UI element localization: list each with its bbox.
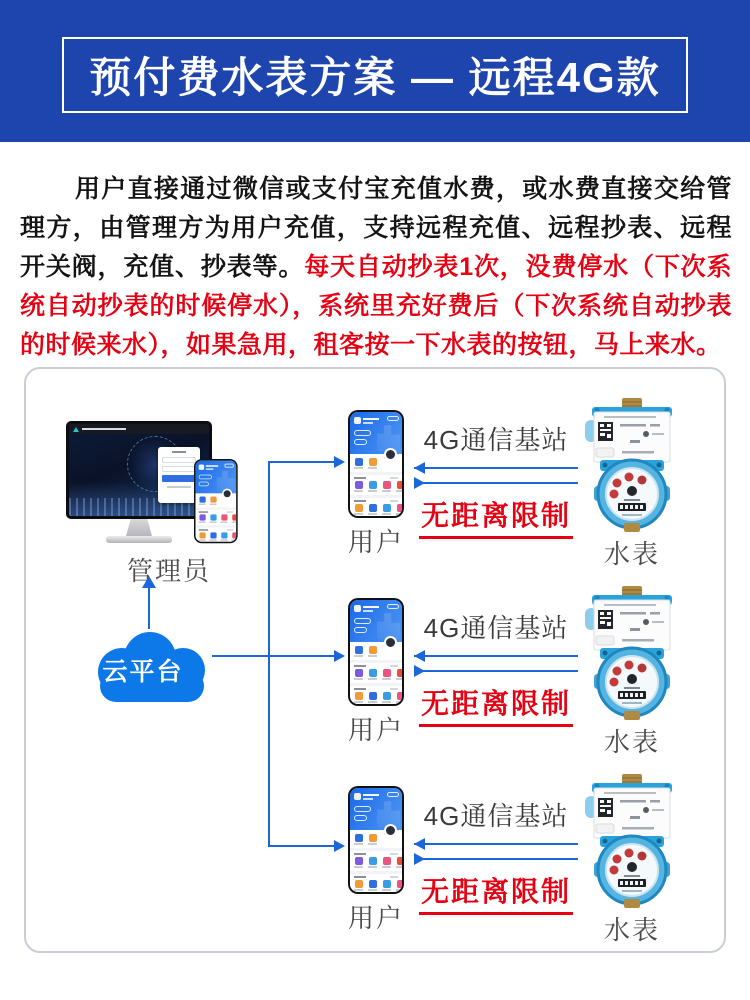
section-header xyxy=(354,876,398,878)
water-meter-graphic xyxy=(584,586,680,720)
header-pill-button xyxy=(354,618,371,624)
banner-frame xyxy=(62,37,688,113)
cloud-to-admin-arrowhead xyxy=(142,576,156,588)
service-avatar-icon xyxy=(222,489,232,499)
username-text-bar xyxy=(363,606,379,608)
header-pill-button xyxy=(354,806,371,812)
username-text-bar xyxy=(363,794,379,796)
user-phone-image xyxy=(348,410,404,518)
app-icon-row xyxy=(199,514,233,523)
username-text-bar xyxy=(363,418,379,420)
intro-paragraph xyxy=(20,170,732,365)
building-graphic xyxy=(377,797,400,827)
phone-screen xyxy=(350,600,402,704)
app-icon-row xyxy=(354,857,398,868)
header-pill-button xyxy=(354,439,367,445)
phone-app-body xyxy=(350,454,402,516)
phone-screen xyxy=(350,788,402,892)
username-text-bar xyxy=(206,465,218,467)
section-header xyxy=(354,688,398,690)
water-meter-graphic xyxy=(584,398,680,532)
water-meter-graphic xyxy=(584,774,680,908)
user-label: 用户 xyxy=(347,903,404,933)
subtitle-text-bar xyxy=(363,422,373,424)
service-avatar-icon xyxy=(384,824,397,837)
subtitle-text-bar xyxy=(206,468,214,470)
phone-app-header xyxy=(350,788,402,830)
phone-app-header xyxy=(196,461,237,494)
banner xyxy=(0,0,750,142)
user-avatar-icon xyxy=(354,605,361,612)
link-group xyxy=(414,420,578,539)
diagram-panel xyxy=(24,367,726,953)
miniprogram-capsule-icon xyxy=(387,416,399,421)
section-header xyxy=(354,853,398,855)
link-label: 4G通信基站 xyxy=(423,613,569,643)
header-pill-button xyxy=(199,475,212,480)
phone-app-body xyxy=(350,830,402,892)
app-icon-row xyxy=(354,692,398,703)
service-avatar-icon xyxy=(384,448,397,461)
meter-label: 水表 xyxy=(603,539,660,569)
subtitle-text-bar xyxy=(363,798,373,800)
link-label: 4G通信基站 xyxy=(423,425,569,455)
miniprogram-capsule-icon xyxy=(224,464,233,468)
section-header xyxy=(199,511,233,513)
cloud-label: 云平台 xyxy=(102,658,184,686)
user-phone-image xyxy=(348,786,404,894)
link-group xyxy=(414,796,578,915)
user-meter-row xyxy=(26,410,724,572)
phone-app-body xyxy=(196,493,237,541)
section-header xyxy=(354,477,398,479)
user-avatar-icon xyxy=(354,417,361,424)
building-graphic xyxy=(377,609,400,639)
section-header xyxy=(354,665,398,667)
link-group xyxy=(414,608,578,727)
user-label: 用户 xyxy=(347,527,404,557)
no-distance-limit-label: 无距离限制 xyxy=(419,870,573,915)
subtitle-text-bar xyxy=(363,610,373,612)
section-header xyxy=(354,500,398,502)
meter-label: 水表 xyxy=(603,727,660,757)
intro-black-text: 用户直接通过微信或支付宝充值水费，或水费直接交给管理方，由管理方为用户充值，支持远程充值、远程抄表、远程开关阀，充值、抄表等。 xyxy=(20,175,732,281)
user-meter-row xyxy=(26,598,724,760)
phone-screen xyxy=(196,461,237,542)
phone-app-body xyxy=(350,642,402,704)
bidirectional-arrows xyxy=(414,462,578,489)
bidirectional-arrows xyxy=(414,650,578,677)
phone-app-header xyxy=(350,600,402,642)
user-avatar-icon xyxy=(199,464,204,469)
phone-illustration xyxy=(348,786,404,894)
app-icon-row xyxy=(354,669,398,680)
app-icon-row xyxy=(354,481,398,492)
meter-label: 水表 xyxy=(603,915,660,945)
admin-phone-image xyxy=(194,459,238,543)
link-label: 4G通信基站 xyxy=(423,801,569,831)
app-icon-row xyxy=(354,504,398,515)
water-meter-image xyxy=(584,586,680,720)
section-header xyxy=(199,529,233,531)
app-icon-row xyxy=(354,880,398,891)
header-pill-button xyxy=(354,815,367,821)
user-avatar-icon xyxy=(354,793,361,800)
phone-app-header xyxy=(350,412,402,454)
header-pill-button xyxy=(354,430,371,436)
building-graphic xyxy=(217,468,235,491)
building-graphic xyxy=(377,421,400,451)
phone-illustration xyxy=(348,410,404,518)
bidirectional-arrows xyxy=(414,838,578,865)
header-pill-button xyxy=(199,482,209,487)
user-meter-row xyxy=(26,786,724,948)
miniprogram-capsule-icon xyxy=(387,792,399,797)
user-phone-image xyxy=(348,598,404,706)
phone-illustration xyxy=(348,598,404,706)
service-avatar-icon xyxy=(384,636,397,649)
user-label: 用户 xyxy=(347,715,404,745)
water-meter-image xyxy=(584,774,680,908)
phone-illustration xyxy=(194,459,238,543)
no-distance-limit-label: 无距离限制 xyxy=(419,494,573,539)
app-icon-row xyxy=(199,532,233,541)
admin-label: 管理员 xyxy=(126,556,211,586)
miniprogram-capsule-icon xyxy=(387,604,399,609)
header-pill-button xyxy=(354,627,367,633)
phone-screen xyxy=(350,412,402,516)
page-title: 预付费水表方案 — 远程4G款 xyxy=(89,54,661,101)
water-meter-image xyxy=(584,398,680,532)
intro-red-text: 每天自动抄表1次，没费停水（下次系统自动抄表的时候停水），系统里充好费后（下次系统自动抄表的时候来水），如果急用，租客按一下水表的按钮，马上来水。 xyxy=(20,253,732,359)
no-distance-limit-label: 无距离限制 xyxy=(419,682,573,727)
